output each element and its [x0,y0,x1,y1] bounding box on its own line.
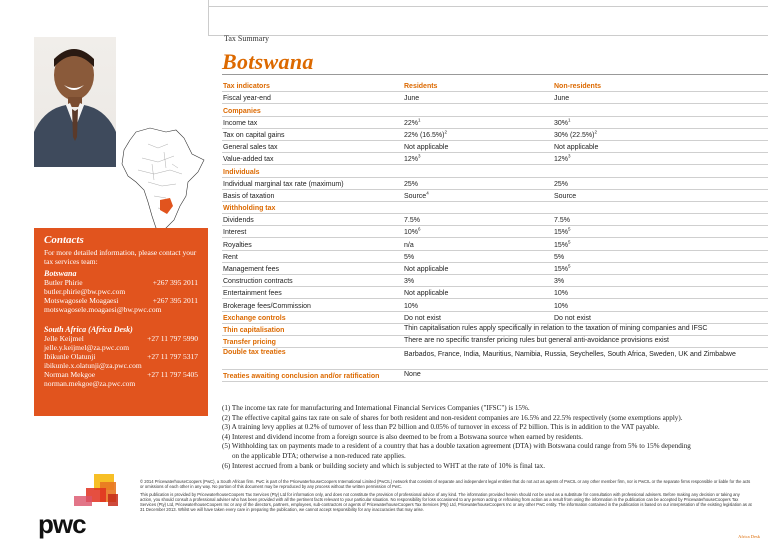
cell-text: General sales tax [223,144,278,152]
cell-text: 12% [404,156,419,164]
cell-text: Not applicable [404,144,449,152]
cell-text: Royalties [223,241,252,249]
table-cell [554,117,768,127]
table-cell [404,95,554,102]
contacts-panel [34,228,208,416]
table-row [222,348,768,370]
cell-text: Not applicable [404,266,449,273]
header-rule-top [208,6,768,7]
cell-text: Not applicable [554,144,599,152]
contact-phone[interactable]: +267 395 2011 [152,278,198,287]
cell-text: Exchange controls [223,314,286,322]
footnote-ref: 6 [418,227,421,233]
table-cell [222,327,404,334]
contact-email[interactable]: ibikunle.x.olatunji@za.pwc.com [44,361,142,370]
column-header: Tax indicators [223,83,270,91]
africa-desk-label: Africa Desk [738,534,760,539]
table-cell [222,205,404,212]
table-cell [222,303,404,310]
legal-footer [140,479,752,515]
cell-text: There are no specific transfer pricing rules but general anti-avoidance provisions exist [404,337,669,345]
table-cell [222,132,404,139]
cell-text: 22% [404,119,419,127]
footnote: (4) Interest and dividend income from a foreign source is also deemed to be from a Botswana source when earned by residents. [222,432,583,441]
table-cell [404,315,554,322]
contacts-heading: Contacts [44,234,84,246]
footnote-ref: 5 [568,227,571,233]
footnote-ref: 3 [418,153,421,159]
cell-text: Treaties awaiting conclusion and/or ratification [223,373,380,381]
table-row [222,287,768,299]
table-cell [554,144,768,151]
contact-name: Norman Mekgoe [44,370,96,379]
table-cell [554,229,768,236]
table-header-row [222,80,768,92]
cell-text: 22% (16.5%) [404,131,445,139]
footnote-ref: 2 [444,129,447,135]
contact-person [44,296,198,305]
table-cell [222,95,404,102]
cell-text: Do not exist [554,314,591,322]
table-cell [554,278,768,285]
table-cell [222,193,404,200]
cell-text: Thin capitalisation rules apply specifically in relation to the taxation of mining companies and IFSC [404,324,708,332]
table-row [222,324,768,336]
table-cell [222,290,404,297]
cell-text: 3% [554,278,565,286]
contacts-region-south-africa: South Africa (Africa Desk) [44,325,133,334]
column-header: Residents [404,83,438,91]
contact-name: Jelle Keijmel [44,334,84,343]
contact-name: Butler Phirie [44,278,83,287]
table-row [222,153,768,165]
cell-text: Do not exist [404,314,441,322]
cell-text: Construction contracts [223,278,293,286]
disclaimer-text: This publication is provided by PricewaterhouseCoopers Tax Services (Pty) Ltd for information only, and does not constitute the provision of professional advice of any kind. The information provided herein should not be used as a substitute for consultation with professional advisers. Before making any decision or taking any action, you should consult a professional adviser who has been provided with all the pertinent facts relevant to your particular situation. No responsibility for loss occasioned to any person acting or refraining from action as a result from using the information in the publication can be accepted by PricewaterhouseCoopers Tax Services (Pty) Ltd, PricewaterhouseCoopers Inc or any of the directors, partners, employees, sub-contractors or agents of PricewaterhouseCoopers Tax Services (Pty) Ltd, PricewaterhouseCoopers Inc or any other PwC entity. The information contained in the publication is based on our interpretation of the existing legislation as at 31 December 2013. Whilst we will have taken every care in preparing the publication, we cannot accept responsibility for any inaccuracies that may arise. [140,491,752,513]
table-cell [404,278,554,285]
page-title: Botswana [222,49,314,74]
cell-text: Individuals [223,168,260,176]
footnote-ref: 5 [568,263,571,269]
table-row [222,178,768,190]
logo-swatch [74,496,92,506]
contact-person [44,352,198,361]
table-row [222,299,768,311]
footnote: (5) Withholding tax on payments made to a resident of a country that has a double taxation agreement (DTA) with Botswana could range from 5% to 15% depending [222,442,691,451]
table-row [222,251,768,263]
table-cell [404,229,554,236]
table-cell [404,290,554,297]
tax-indicators-table [222,80,768,382]
cell-text: Companies [223,107,261,115]
table-row [222,117,768,129]
table-cell [404,349,768,360]
footnote-ref: 1 [568,117,571,123]
cell-text: June [404,95,420,103]
table-cell [404,254,554,261]
table-cell [222,339,404,346]
table-cell [554,193,768,200]
footnote-ref: 4 [426,190,429,196]
table-row [222,275,768,287]
table-cell [404,369,768,380]
cell-text: 12% [554,156,569,164]
table-row [222,92,768,104]
cell-text: Entertainment fees [223,290,282,298]
cell-text: Income tax [223,119,258,127]
table-cell [404,181,554,188]
table-cell [554,254,768,261]
table-cell [222,315,404,322]
cell-text: 5% [554,253,565,261]
cell-text: 3% [404,278,415,286]
contact-phone[interactable]: +27 11 797 5317 [147,352,198,361]
cell-text: Not applicable [404,290,449,298]
table-section-row [222,202,768,214]
table-cell [554,263,768,273]
cell-text: 30% [554,119,569,127]
cell-text: Fiscal year-end [223,95,271,103]
cell-text: 15% [554,229,569,237]
table-cell [222,120,404,127]
cell-text: Individual marginal tax rate (maximum) [223,180,344,188]
cell-text: Tax on capital gains [223,131,285,139]
table-cell [222,254,404,261]
table-cell [404,335,768,346]
cell-text: 25% [404,180,419,188]
table-row [222,263,768,275]
cell-text: 7.5% [554,217,570,225]
contact-person [44,334,198,343]
table-cell [222,278,404,285]
page-subtitle: Tax Summary [224,34,269,43]
contact-phone[interactable]: +27 11 797 5405 [147,370,198,379]
cell-text: 15% [554,241,569,249]
table-cell [222,229,404,236]
cell-text: Rent [223,253,238,261]
table-cell [404,217,554,224]
africa-map [118,124,208,236]
pwc-logo-word: pwc [38,509,86,539]
footnote-ref: 5 [568,239,571,245]
table-cell [404,153,554,164]
table-row [222,226,768,238]
table-cell [222,242,404,249]
table-row [222,238,768,250]
cell-text: Management fees [223,266,280,273]
footnote-ref: 1 [418,117,421,123]
table-row [222,190,768,202]
footnote: (1) The income tax rate for manufacturing and International Financial Services Companies ("IFSC") is 15%. [222,404,530,412]
table-cell [222,181,404,188]
cell-text: Transfer pricing [223,339,276,347]
contact-name: Ibikunle Olatunji [44,352,96,361]
contact-name: Motswagosele Moagaesi [44,296,119,305]
footnote: (3) A training levy applies at 0.2% of turnover of less than P2 billion and 0.05% of turnover in excess of P2 billion. This is in addition to the VAT payable. [222,423,660,432]
cell-text: Double tax treaties [223,349,286,357]
footnote-ref: 2 [594,129,597,135]
table-cell [222,144,404,151]
cell-text: 10% [404,229,419,237]
cell-text: 10% [554,302,569,310]
footnotes [222,404,768,471]
table-row [222,141,768,153]
table-cell [554,95,768,102]
cell-text: Value-added tax [223,156,274,164]
table-cell [554,303,768,310]
table-cell [404,144,554,151]
table-row [222,370,768,382]
contact-person [44,278,198,287]
logo-swatch [108,494,118,506]
footnote: (6) Interest accrued from a bank or building society and which is subjected to WHT at the rate of 10% is final tax. [222,461,545,470]
table-section-row [222,104,768,116]
cell-text: Source [554,192,577,200]
table-cell [554,129,768,139]
table-row [222,312,768,324]
table-cell [554,153,768,164]
contact-photo [34,37,116,167]
table-cell [554,290,768,297]
cell-text: Brokerage fees/Commission [223,302,311,310]
table-cell [554,217,768,224]
contact-email[interactable]: butler.phirie@bw.pwc.com [44,287,126,296]
table-cell [554,315,768,322]
cell-text: 15% [554,266,569,273]
cell-text: June [554,95,570,103]
cell-text: 10% [554,290,569,298]
cell-text: Thin capitalisation [223,326,285,334]
cell-text: Dividends [223,217,254,225]
contact-phone[interactable]: +27 11 797 5990 [147,334,198,343]
contact-email[interactable]: jelle.y.keijmel@za.pwc.com [44,343,130,352]
table-cell [222,266,404,273]
table-cell [222,373,404,380]
cell-text: n/a [404,241,414,249]
contact-email[interactable]: norman.mekgoe@za.pwc.com [44,379,136,388]
cell-text: Source [404,192,427,200]
contact-email[interactable]: motswagosele.moagaesi@bw.pwc.com [44,305,162,314]
table-section-row [222,165,768,177]
column-header: Non-residents [554,83,602,91]
title-rule [222,74,768,75]
table-cell [222,169,404,176]
cell-text: 7.5% [404,217,420,225]
table-cell [404,266,554,273]
contacts-intro: For more detailed information, please contact your tax services team: [44,248,197,266]
table-row [222,214,768,226]
header-rule-bottom [208,35,768,36]
cell-text: 25% [554,180,569,188]
table-row [222,336,768,348]
cell-text: Basis of taxation [223,192,275,200]
contacts-region-botswana: Botswana [44,269,77,278]
footnote: (2) The effective capital gains tax rate on sale of shares for both resident and non-resident companies are 16.5% and 22.5% respectively (some exemptions apply). [222,413,683,422]
cell-text: 10% [404,302,419,310]
table-cell [222,156,404,163]
contact-person [44,370,198,379]
table-cell [404,323,768,334]
table-cell [222,108,404,115]
botswana-highlight [160,198,173,214]
table-cell [404,129,554,139]
cell-text: 30% (22.5%) [554,131,595,139]
table-cell [404,242,554,249]
cell-text: Barbados, France, India, Mauritius, Namibia, Russia, Seychelles, South Africa, Sweden, UK and Zimbabwe [404,351,736,359]
cell-text: 5% [404,253,415,261]
table-cell [554,239,768,249]
footnote-ref: 3 [568,153,571,159]
table-row [222,129,768,141]
table-cell [554,181,768,188]
table-cell [404,117,554,127]
contact-phone[interactable]: +267 395 2011 [152,296,198,305]
table-cell [404,303,554,310]
copyright-text: © 2014 PricewaterhouseCoopers (PwC), a South African firm. PwC is part of the PricewaterhouseCoopers International Limited (PwCIL) network that consists of separate and independent legal entities that do not act as agents of PwCIL or any other member firm, nor is PwCIL or the separate firms responsible or liable for the acts or omissions of each other in any way. No portion of this document may be reproduced by any process without the written permission of PwC. [140,479,751,490]
table-cell [404,190,554,200]
table-cell [222,349,404,356]
footnote: on the applicable DTA; otherwise a non-reduced rate applies. [232,451,406,460]
cell-text: None [404,371,421,379]
cell-text: Withholding tax [223,205,276,213]
table-cell [222,217,404,224]
cell-text: Interest [223,229,247,237]
